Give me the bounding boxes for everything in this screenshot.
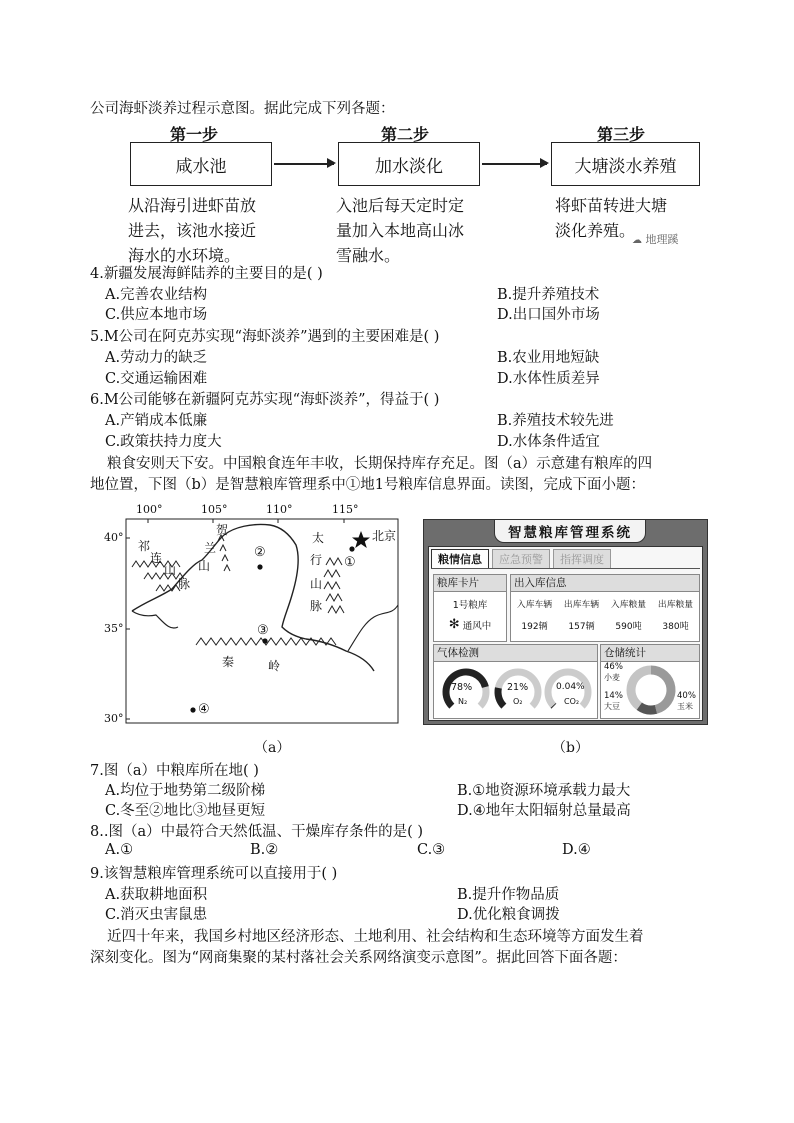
q8-option-d: D.④ [562, 842, 591, 858]
fan-icon: ✻ [448, 617, 460, 632]
tab-emergency-warning[interactable]: 应急预警 [492, 549, 550, 569]
q7-option-a: A.均位于地势第二级阶梯 [105, 783, 266, 799]
grain-management-panel [423, 519, 708, 725]
step-3-label: 第三步 [597, 125, 646, 144]
q9-option-b: B.提升作物品质 [457, 887, 560, 903]
card-status: 通风中 [462, 620, 492, 632]
donut-slice-玉米 [631, 670, 651, 706]
gas-o2-label: O₂ [513, 697, 523, 706]
question-7: 7.图（a）中粮库所在地( ) [90, 763, 259, 779]
io-title: 出入库信息 [511, 575, 699, 592]
site-1-label: ① [344, 555, 356, 570]
q9-option-d: D.优化粮食调拨 [457, 907, 560, 923]
q5-option-b: B.农业用地短缺 [497, 350, 600, 366]
gauge-fill-1 [498, 688, 504, 706]
panel-body [428, 546, 703, 721]
question-6: 6.M公司能够在新疆阿克苏实现“海虾淡养”，得益于( ) [90, 392, 440, 408]
donut-slice-大豆 [639, 706, 656, 710]
q6-option-d: D.水体条件适宜 [497, 434, 600, 450]
step-2-label: 第二步 [381, 125, 430, 144]
passage-2-line-1: 粮食安则天下安。中国粮食连年丰收，长期保持库存充足。图（a）示意建有粮库的四 [107, 456, 653, 472]
gas-co2-value: 0.04% [556, 682, 585, 692]
card-title: 粮库卡片 [434, 575, 506, 592]
io-values: 192辆 157辆 590吨 380吨 [521, 622, 689, 632]
lon-label-110: 110° [266, 503, 293, 516]
storage-wheat-pct: 46% [604, 662, 623, 672]
system-caption: （b） [552, 740, 589, 756]
wechat-icon: ☁ [632, 235, 642, 246]
gas-n2-value: 78% [451, 682, 473, 693]
q7-option-c: C.冬至②地比③地昼更短 [105, 803, 266, 819]
q9-option-c: C.消灭虫害鼠患 [105, 907, 208, 923]
q4-option-a: A.完善农业结构 [105, 287, 208, 303]
site-4-label: ④ [198, 702, 210, 717]
granary-card [433, 574, 507, 642]
inout-info [510, 574, 700, 642]
q5-option-c: C.交通运输困难 [105, 371, 208, 387]
gas-detection [433, 644, 598, 719]
tab-bar [431, 549, 611, 569]
lat-label-35: 35° [104, 622, 124, 635]
gas-co2-label: CO₂ [564, 697, 580, 706]
lon-label-105: 105° [201, 503, 228, 516]
question-9: 9.该智慧粮库管理系统可以直接用于( ) [90, 866, 338, 882]
question-4: 4.新疆发展海鲜陆养的主要目的是( ) [90, 266, 323, 282]
q9-option-a: A.获取耕地面积 [105, 887, 208, 903]
flow-box-3: 大塘淡水养殖 [551, 142, 700, 186]
storage-corn-pct: 40% [677, 691, 696, 701]
q4-option-b: B.提升养殖技术 [497, 287, 600, 303]
passage-2-line-2: 地位置，下图（b）是智慧粮库管理系中①地1号粮库信息界面。读图，完成下面小题： [90, 477, 646, 493]
tab-grain-info[interactable]: 粮情信息 [431, 549, 489, 569]
q5-option-a: A.劳动力的缺乏 [105, 350, 208, 366]
q6-option-c: C.政策扶持力度大 [105, 434, 222, 450]
donut-slice-小麦 [651, 670, 671, 709]
flow-desc-1: 从沿海引进虾苗放 进去，该池水接近 海水的水环境。 [128, 196, 257, 265]
system-title: 智慧粮库管理系统 [494, 520, 646, 543]
gas-o2-value: 21% [507, 682, 529, 693]
lat-label-40: 40° [104, 531, 124, 544]
map-caption: （a） [254, 740, 291, 756]
storage-corn-name: 玉米 [677, 702, 693, 711]
q6-option-a: A.产销成本低廉 [105, 413, 208, 429]
q6-option-b: B.养殖技术较先进 [497, 413, 614, 429]
q8-option-a: A.① [105, 842, 134, 858]
tab-command-dispatch[interactable]: 指挥调度 [553, 549, 611, 569]
flow-arrow-2 [482, 163, 547, 165]
q4-option-d: D.出口国外市场 [497, 307, 600, 323]
passage-3-line-1: 近四十年来，我国乡村地区经济形态、土地利用、社会结构和生态环境等方面发生着 [107, 929, 644, 945]
intro-text: 公司海虾淡养过程示意图。据此完成下列各题： [90, 101, 395, 117]
question-5: 5.M公司在阿克苏实现“海虾淡养”遇到的主要困难是( ) [90, 329, 440, 345]
lon-label-100: 100° [136, 503, 163, 516]
flow-box-2: 加水淡化 [338, 142, 480, 186]
q5-option-d: D.水体性质差异 [497, 371, 600, 387]
gas-n2-label: N₂ [458, 697, 468, 706]
flow-desc-2: 入池后每天定时定 量加入本地高山冰 雪融水。 [336, 196, 465, 265]
question-8: 8..图（a）中最符合天然低温、干燥库存条件的是( ) [90, 824, 424, 840]
map-figure-a: 100° 105° 110° 115° 40° 35° 30° 祁 连 山 脉 贺 兰 山 太 行 山 脉 秦 岭 北京 ① ② ③ ④ [104, 503, 397, 725]
site-3-label: ③ [257, 623, 269, 638]
io-headers: 入库车辆 出库车辆 入库粮量 出库粮量 [516, 600, 694, 610]
flow-desc-3: 将虾苗转进大塘 淡化养殖。 [555, 196, 668, 240]
q7-option-b: B.①地资源环境承载力最大 [457, 783, 631, 799]
gauge-fill-2 [553, 705, 554, 706]
q8-option-b: B.② [250, 842, 279, 858]
step-1-label: 第一步 [170, 125, 219, 144]
tab-divider [431, 568, 700, 569]
beijing-label: 北京 [372, 529, 397, 543]
storage-stats [600, 644, 700, 719]
flow-box-1: 咸水池 [130, 142, 272, 186]
q4-option-c: C.供应本地市场 [105, 307, 208, 323]
storage-soy-name: 大豆 [604, 702, 620, 711]
passage-3-line-2: 深刻变化。图为“网商集聚的某村落社会关系网络演变示意图”。据此回答下面各题： [90, 950, 627, 966]
flow-arrow-1 [274, 163, 334, 165]
storage-wheat-name: 小麦 [604, 673, 620, 682]
gas-title: 气体检测 [434, 645, 597, 662]
lat-label-30: 30° [104, 712, 124, 725]
site-2-label: ② [254, 545, 266, 560]
storage-soy-pct: 14% [604, 691, 623, 701]
watermark: ☁ 地理蹊 [632, 233, 679, 246]
storage-title: 仓储统计 [601, 645, 699, 662]
card-name: 1号粮库 [452, 600, 488, 611]
lon-label-115: 115° [332, 503, 359, 516]
q8-option-c: C.③ [417, 842, 446, 858]
q7-option-d: D.④地年太阳辐射总量最高 [457, 803, 631, 819]
